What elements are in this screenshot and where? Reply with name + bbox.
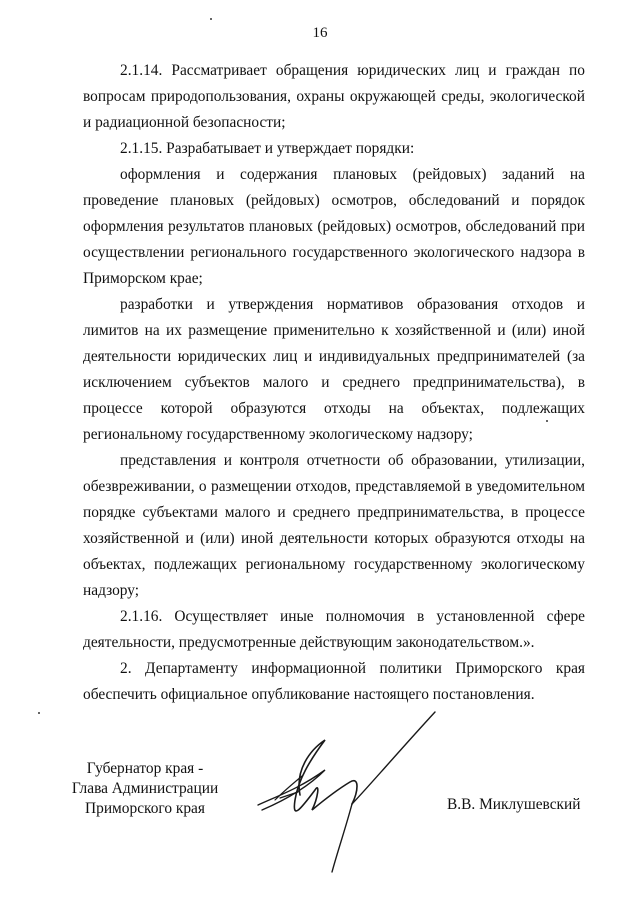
signatory-title-line1: Губернатор края - <box>86 760 204 777</box>
signatory-title-line3: Приморского края <box>85 800 205 817</box>
signatory-name: В.В. Миклушевский <box>447 796 581 813</box>
paragraph-2-1-16: 2.1.16. Осуществляет иные полномочия в установленной сфере деятельности, предусмотренные действующим законодательством.». <box>83 608 585 651</box>
paragraph-publication: 2. Департаменту информационной политики Приморского края обеспечить официальное опубликование настоящего постановления. <box>83 660 585 703</box>
scan-speck <box>546 420 548 422</box>
paragraph-waste-reporting: представления и контроля отчетности об образовании, утилизации, обезвреживании, о размещении отходов, представляемой в уведомительном порядке субъектами малого и среднего предпринимательства, в процессе хозяйственной и (или) иной деятельности которых образуются отходы на объектах, подлежащих региональному государственному экологическому надзору; <box>83 452 585 599</box>
paragraph-2-1-14: 2.1.14. Рассматривает обращения юридических лиц и граждан по вопросам природопользования, охраны окружающей среды, экологической и радиационной безопасности; <box>83 62 585 131</box>
signatory-title <box>60 759 230 819</box>
scan-speck <box>38 712 40 714</box>
signatory-title-line2: Глава Администрации <box>71 780 219 797</box>
document-body <box>83 58 585 708</box>
scan-speck <box>210 18 212 20</box>
handwritten-signature <box>240 700 450 875</box>
paragraph-waste-norms: разработки и утверждения нормативов образования отходов и лимитов на их размещение применительно к хозяйственной и (или) иной деятельности юридических лиц и индивидуальных предпринимателей (за исключением субъектов малого и среднего предпринимательства), в процессе которой образуются отходы на объектах, подлежащих региональному государственному экологическому надзору; <box>83 296 585 443</box>
paragraph-2-1-15: 2.1.15. Разрабатывает и утверждает порядки: <box>120 140 415 157</box>
paragraph-raid-tasks: оформления и содержания плановых (рейдовых) заданий на проведение плановых (рейдовых) осмотров, обследований и порядок оформления результатов плановых (рейдовых) осмотров, обследований при осуществлении регионального государственного экологического надзора в Приморском крае; <box>83 166 585 287</box>
page-number: 16 <box>312 25 328 41</box>
